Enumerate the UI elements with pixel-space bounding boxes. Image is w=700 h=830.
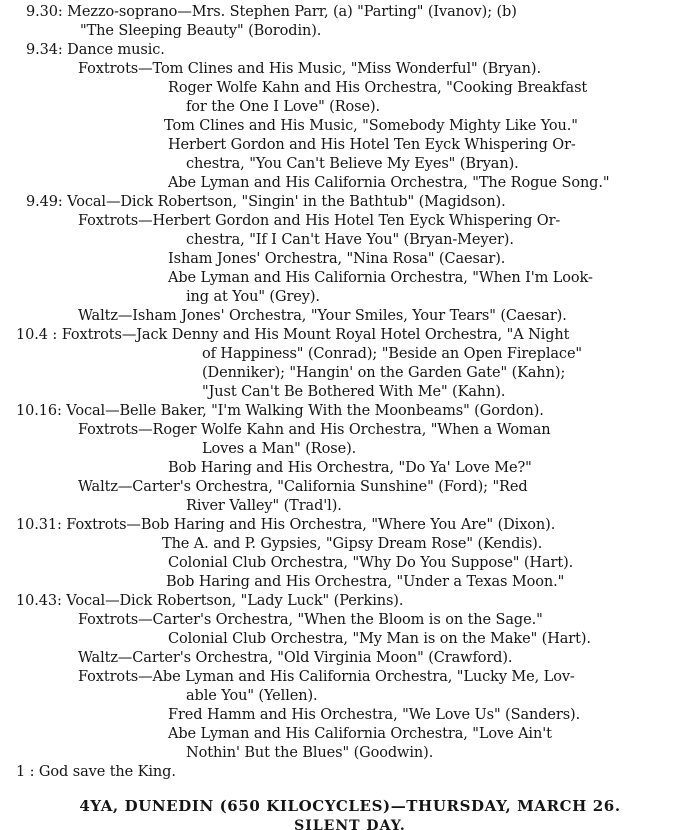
programme-line: 1 : God save the King. bbox=[16, 764, 176, 780]
programme-line: Tom Clines and His Music, "Somebody Mighty Like You." bbox=[164, 118, 578, 134]
programme-line: Foxtrots—Carter's Orchestra, "When the Bloom is on the Sage." bbox=[78, 612, 543, 628]
programme-line: Roger Wolfe Kahn and His Orchestra, "Cooking Breakfast bbox=[168, 80, 588, 96]
programme-line: Isham Jones' Orchestra, "Nina Rosa" (Caesar). bbox=[168, 251, 506, 267]
programme-line: Foxtrots—Abe Lyman and His California Orchestra, "Lucky Me, Lov- bbox=[78, 669, 575, 685]
programme-line: 10.4 : Foxtrots—Jack Denny and His Mount Royal Hotel Orchestra, "A Night bbox=[16, 327, 570, 343]
programme-line: 10.16: Vocal—Belle Baker, "I'm Walking With the Moonbeams" (Gordon). bbox=[16, 403, 544, 419]
programme-line: able You" (Yellen). bbox=[186, 688, 318, 704]
programme-line: ing at You" (Grey). bbox=[186, 289, 320, 305]
programme-line: Herbert Gordon and His Hotel Ten Eyck Whispering Or- bbox=[168, 137, 576, 153]
silent-day-label: SILENT DAY. bbox=[294, 818, 406, 830]
programme-line: (Denniker); "Hangin' on the Garden Gate" (Kahn); bbox=[202, 365, 566, 381]
programme-line: Abe Lyman and His California Orchestra, "Love Ain't bbox=[168, 726, 552, 742]
programme-line: 9.49: Vocal—Dick Robertson, "Singin' in the Bathtub" (Magidson). bbox=[26, 194, 506, 210]
station-heading: 4YA, DUNEDIN (650 KILOCYCLES)—THURSDAY, MARCH 26. bbox=[79, 797, 621, 815]
programme-line: "Just Can't Be Bothered With Me" (Kahn). bbox=[202, 384, 506, 400]
programme-line: chestra, "You Can't Believe My Eyes" (Bryan). bbox=[186, 156, 519, 172]
programme-line: 10.43: Vocal—Dick Robertson, "Lady Luck" (Perkins). bbox=[16, 593, 404, 609]
programme-line: Waltz—Carter's Orchestra, "Old Virginia Moon" (Crawford). bbox=[78, 650, 513, 666]
programme-line: Foxtrots—Roger Wolfe Kahn and His Orchestra, "When a Woman bbox=[78, 422, 551, 438]
programme-line: The A. and P. Gypsies, "Gipsy Dream Rose" (Kendis). bbox=[162, 536, 543, 552]
programme-line: Fred Hamm and His Orchestra, "We Love Us" (Sanders). bbox=[168, 707, 581, 723]
programme-line: Bob Haring and His Orchestra, "Do Ya' Love Me?" bbox=[168, 460, 532, 476]
programme-line: Loves a Man" (Rose). bbox=[202, 441, 357, 457]
programme-line: Foxtrots—Tom Clines and His Music, "Miss Wonderful" (Bryan). bbox=[78, 61, 541, 77]
programme-line: Abe Lyman and His California Orchestra, "When I'm Look- bbox=[168, 270, 593, 286]
programme-line: "The Sleeping Beauty" (Borodin). bbox=[80, 23, 322, 39]
programme-line: of Happiness" (Conrad); "Beside an Open Fireplace" bbox=[202, 346, 583, 362]
programme-line: Waltz—Carter's Orchestra, "California Sunshine" (Ford); "Red bbox=[78, 479, 528, 495]
programme-line: Waltz—Isham Jones' Orchestra, "Your Smiles, Your Tears" (Caesar). bbox=[78, 308, 567, 324]
programme-line: River Valley" (Trad'l). bbox=[186, 498, 342, 514]
programme-line: for the One I Love" (Rose). bbox=[186, 99, 381, 115]
programme-line: 9.34: Dance music. bbox=[26, 42, 165, 58]
programme-line: Abe Lyman and His California Orchestra, "The Rogue Song." bbox=[168, 175, 610, 191]
programme-line: Foxtrots—Herbert Gordon and His Hotel Ten Eyck Whispering Or- bbox=[78, 213, 561, 229]
programme-line: Colonial Club Orchestra, "Why Do You Suppose" (Hart). bbox=[168, 555, 574, 571]
programme-line: Colonial Club Orchestra, "My Man is on the Make" (Hart). bbox=[168, 631, 591, 647]
programme-line: Bob Haring and His Orchestra, "Under a Texas Moon." bbox=[166, 574, 565, 590]
programme-line: chestra, "If I Can't Have You" (Bryan-Meyer). bbox=[186, 232, 514, 248]
programme-line: Nothin' But the Blues" (Goodwin). bbox=[186, 745, 434, 761]
programme-line: 9.30: Mezzo-soprano—Mrs. Stephen Parr, (a) "Parting" (Ivanov); (b) bbox=[26, 4, 517, 20]
programme-line: 10.31: Foxtrots—Bob Haring and His Orchestra, "Where You Are" (Dixon). bbox=[16, 517, 556, 533]
